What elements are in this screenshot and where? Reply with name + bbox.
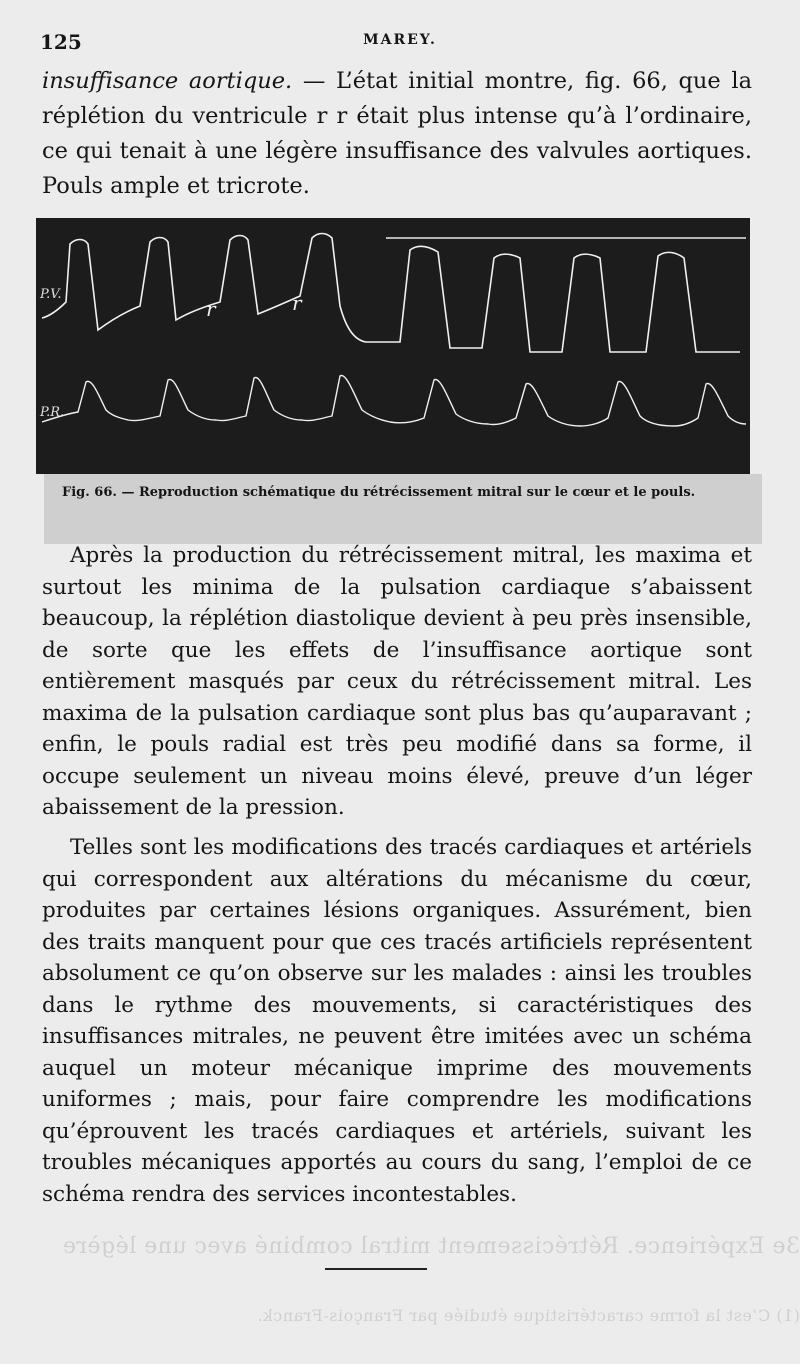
figure-66 [36,218,750,474]
trace-marker-r-2: r [292,291,302,315]
label-ventricle: P.V. [40,287,62,302]
paragraph-1-text: — L’état initial montre, fig. 66, que la réplétion du ventricule r r était plus intense qu’à l’ordinaire, ce qui tenait à une légère insuffisance des valvules aortiques. Pouls ample et tricrote. [42,68,752,199]
trace-marker-r-1: r [206,297,216,321]
ventricle-pressure-trace [42,234,740,353]
paragraph-2-text: Après la production du rétrécissement mitral, les maxima et surtout les minima de la pulsation cardiaque s’abaissent beaucoup, la réplétion diastolique devient à peu près insensible, de sorte que les effets de l’insuffisance aortique sont entièrement masqués par ceux du rétrécissement mitral. Les maxima de la pulsation cardiaque sont plus bas qu’auparavant ; enfin, le pouls radial est très peu modifié dans sa forme, il occupe seulement un niveau moins élevé, preuve d’un léger abaissement de la pression. [42,543,752,820]
running-head: MAREY. [363,32,437,48]
figure-caption: Fig. 66. — Reproduction schématique du rétrécissement mitral sur le cœur et le pouls. [62,485,696,500]
paragraph-1 [42,64,752,204]
bleed-through-line: 3e Expérience. Rétrécissement mitral combiné avec une légère [62,1234,800,1259]
radial-pulse-trace [42,376,746,426]
paragraph-1-emphasis: insuffisance aortique. [42,68,293,94]
paragraph-3 [42,832,752,1210]
bleed-through-footnote: (1) C’est la forme caractéristique étudiée par François-Franck. [257,1306,800,1325]
figure-traces [36,218,750,474]
page-number: 125 [40,30,82,54]
page-header [40,30,760,54]
paragraph-3-text: Telles sont les modifications des tracés cardiaques et artériels qui correspondent aux altérations du mécanisme du cœur, produites par certaines lésions organiques. Assurément, bien des traits manquent pour que ces tracés artificiels représentent absolument ce qu’on observe sur les malades : ainsi les troubles dans le rythme des mouvements, si caractéristiques des insuffisances mitrales, ne peuvent être imitées avec un schéma auquel un moteur mécanique imprime des mouvements uniformes ; mais, pour faire comprendre les modifications qu’éprouvent les tracés cardiaques et artériels, suivant les troubles mécaniques apportés au cours du sang, l’emploi de ce schéma rendra des services incontestables. [42,835,752,1207]
footnote-rule [325,1268,427,1270]
paragraph-2 [42,540,752,824]
label-radial: P.R. [40,405,65,420]
